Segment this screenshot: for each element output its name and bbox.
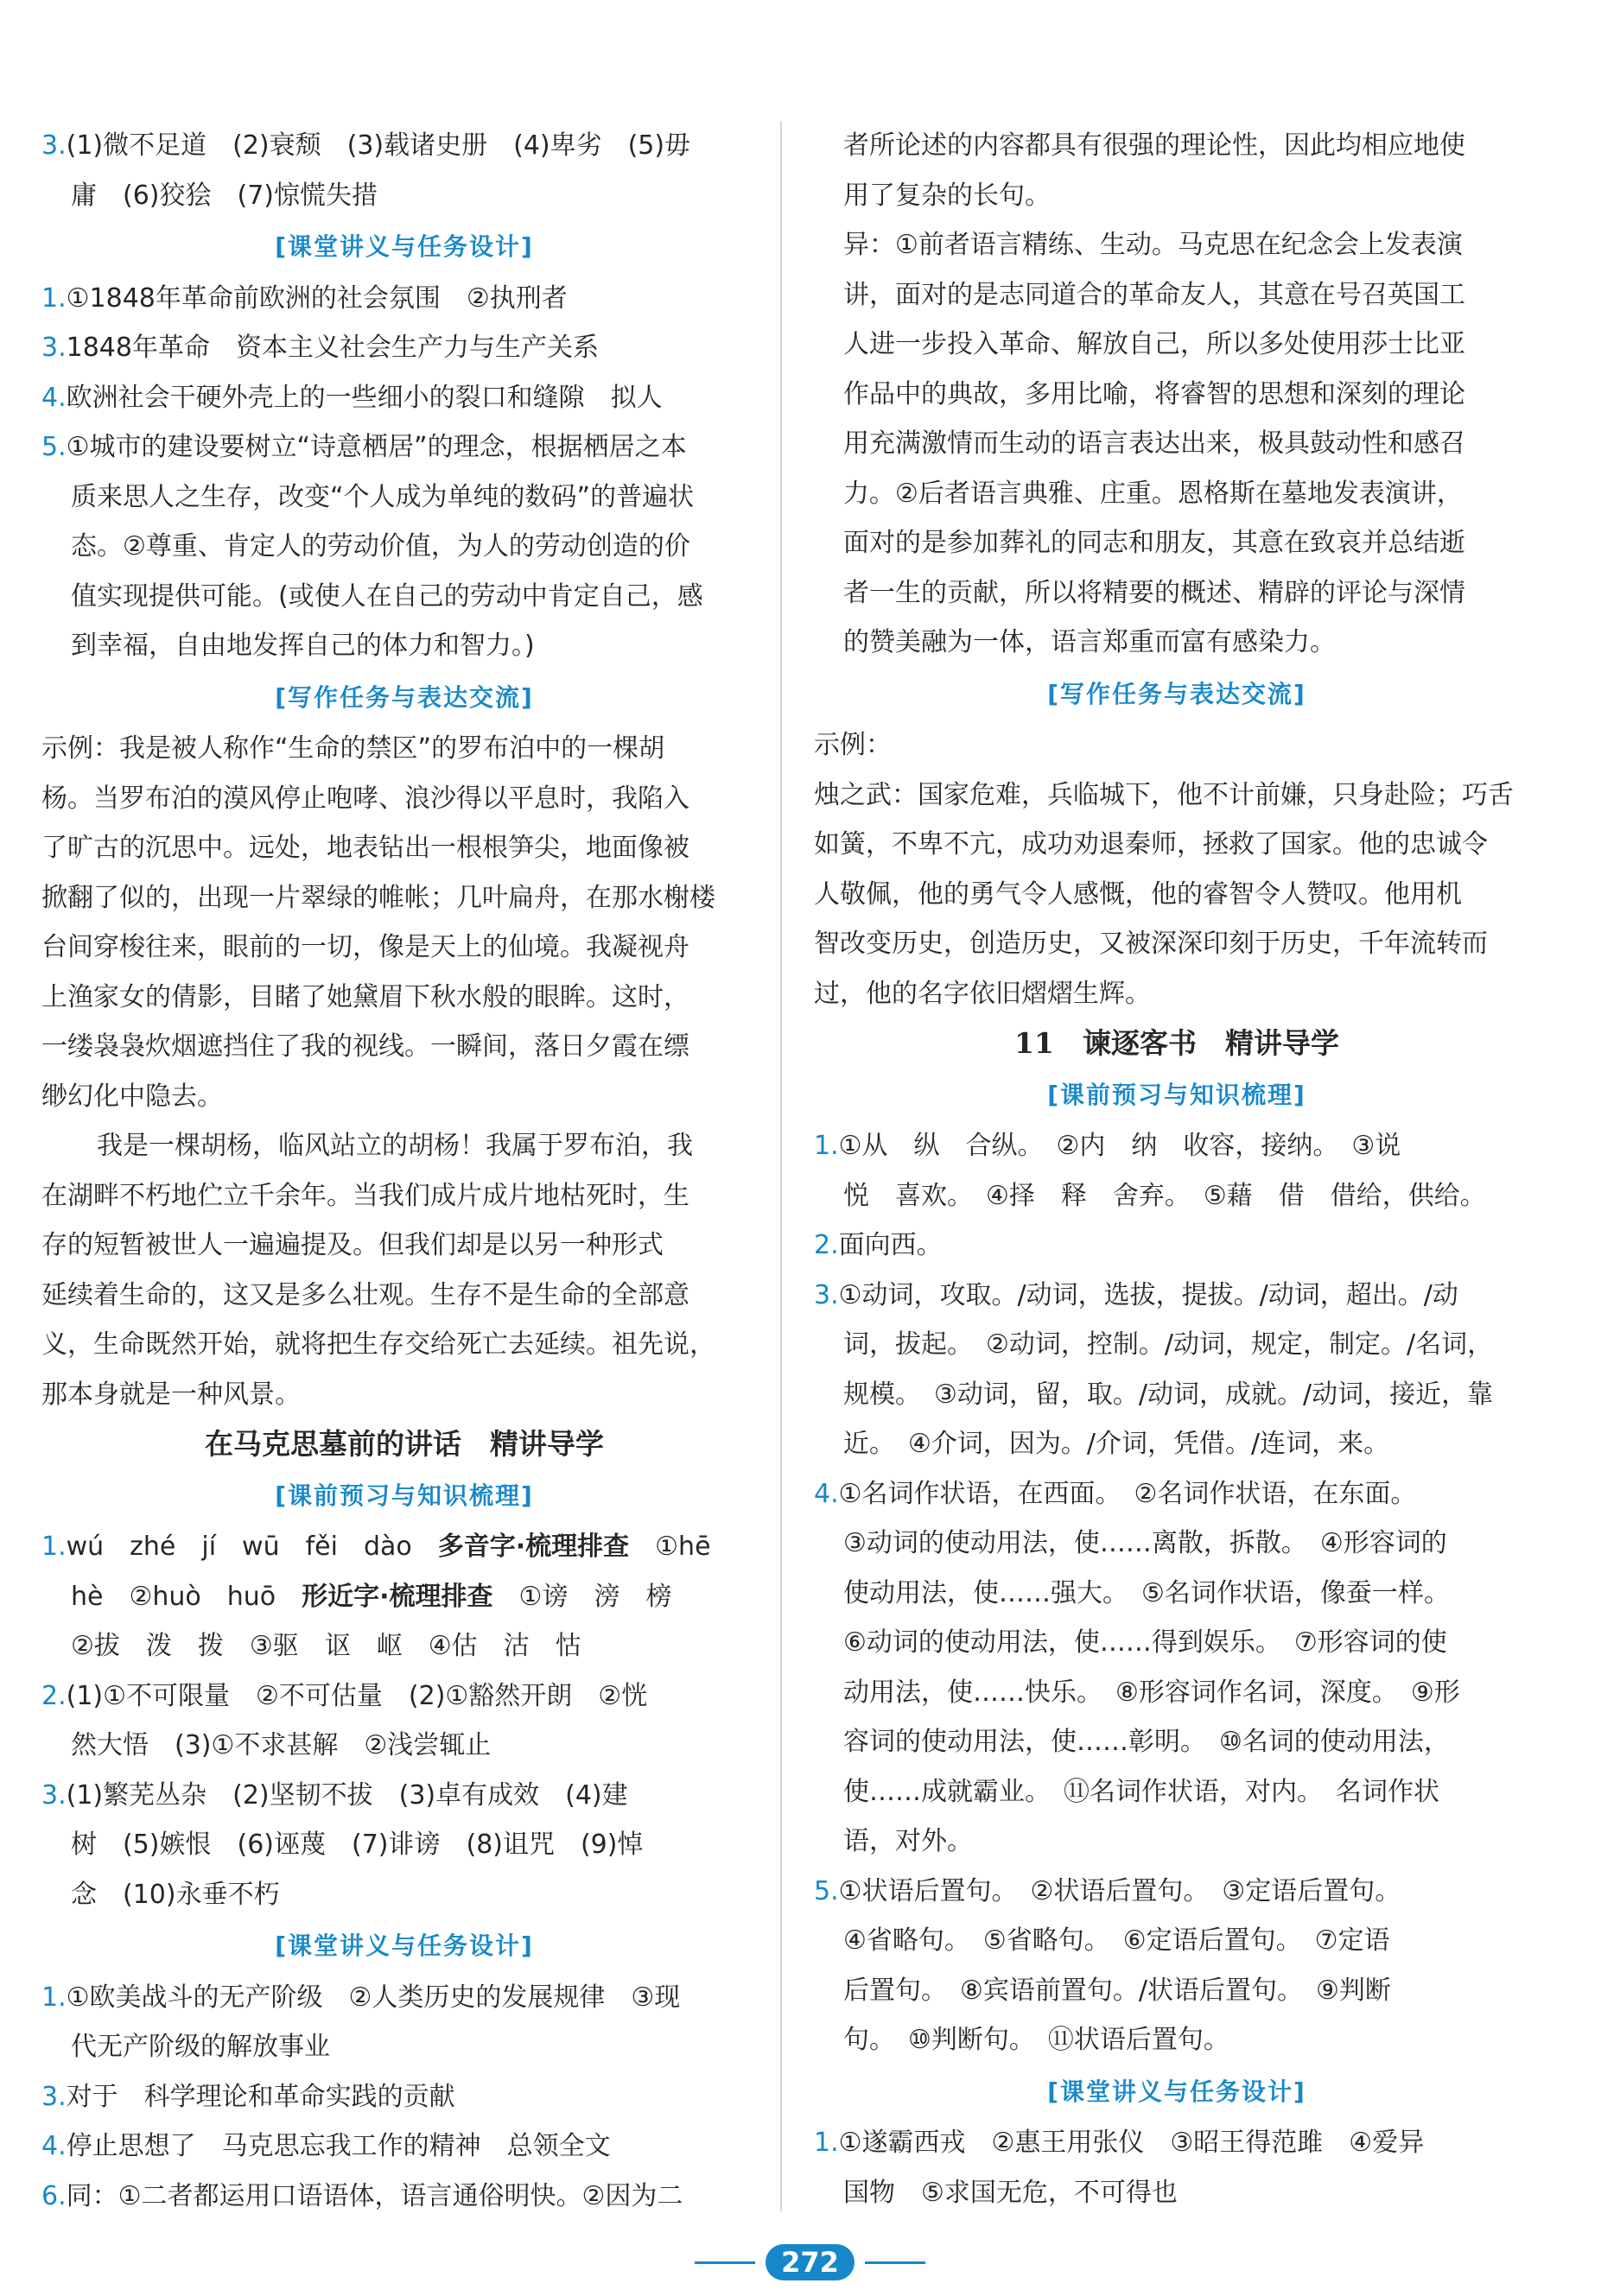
line-text: 树 (5)嫉恨 (6)诬蔑 (7)诽谤 (8)诅咒 (9)悼	[71, 1830, 644, 1860]
line-text: ①状语后置句。 ②状语后置句。 ③定语后置句。	[838, 1875, 1401, 1906]
line-text: 异：①前者语言精练、生动。马克思在纪念会上发表演	[843, 230, 1463, 260]
line-text: ⑥动词的使动用法，使……得到娱乐。 ⑦形容词的使	[843, 1627, 1447, 1658]
item-number: 1.	[41, 1532, 67, 1562]
text-line	[41, 1572, 767, 1622]
line-text: ①1848年革命前欧洲的社会氛围 ②执刑者	[66, 282, 568, 314]
text-line	[814, 1320, 1540, 1370]
line-text: 动用法，使……快乐。 ⑧形容词作名词，深度。 ⑨形	[843, 1677, 1460, 1708]
item-number: 3.	[41, 2081, 67, 2112]
line-text: 对于 科学理论和革命实践的贡献	[66, 2081, 455, 2112]
line-text: 用充满激情而生动的语言表达出来，极具鼓动性和感召	[843, 428, 1465, 459]
text-line	[41, 1221, 767, 1271]
answer-item	[41, 2072, 767, 2122]
line-text: 面向西。	[838, 1230, 943, 1260]
right-column	[814, 121, 1540, 2217]
text-line	[41, 724, 767, 774]
text-line	[814, 2168, 1540, 2218]
line-text: 示例：	[814, 730, 892, 760]
line-text: 语，对外。	[843, 1826, 973, 1856]
line-text: 句。 ⑩判断句。 ⑪状语后置句。	[843, 2025, 1229, 2055]
item-number: 1.	[41, 282, 67, 314]
item-number: 2.	[814, 1230, 839, 1260]
line-text: 存的短暂被世人一遍遍提及。但我们却是以另一种形式	[41, 1230, 664, 1260]
line-text: 示例：我是被人称作“生命的禁区”的罗布泊中的一棵胡	[41, 733, 665, 764]
text-line	[41, 774, 767, 824]
line-text: 义，生命既然开始，就将把生存交给死亡去延续。祖先说，	[41, 1329, 715, 1360]
page-number-rule-left	[695, 2261, 755, 2264]
text-line	[814, 919, 1540, 969]
text-line	[814, 820, 1540, 870]
text-line	[814, 568, 1540, 618]
line-text: 面对的是参加葬礼的同志和朋友，其意在致哀并总结逝	[843, 528, 1465, 558]
column-divider	[780, 121, 782, 2211]
answer-item	[814, 1121, 1540, 1171]
line-text: 规模。 ③动词，留，取。/动词，成就。/动词，接近，靠	[843, 1379, 1494, 1410]
text-line	[814, 1767, 1540, 1817]
page-number-bar	[0, 2244, 1620, 2296]
line-text: ①城市的建设要树立“诗意栖居”的理念，根据栖居之本	[66, 432, 687, 462]
section-heading-label: [课堂讲义与任务设计]	[275, 232, 534, 261]
line-text: 智改变历史，创造历史，又被深深印刻于历史，千年流转而	[814, 929, 1488, 959]
section-heading	[41, 1471, 767, 1521]
item-number: 4.	[41, 2131, 67, 2161]
line-text: 悦 喜欢。 ④择 释 舍弃。 ⑤藉 借 借给，供给。	[843, 1180, 1486, 1211]
text-line	[814, 469, 1540, 519]
text-line	[41, 1870, 767, 1920]
text-line	[814, 1717, 1540, 1767]
text-line	[814, 1519, 1540, 1569]
line-text: (1)①不可限量 ②不可估量 (2)①豁然开朗 ②恍	[66, 1680, 648, 1711]
line-text: 过，他的名字依旧熠熠生辉。	[814, 978, 1151, 1009]
text-line	[814, 370, 1540, 420]
text-line	[41, 572, 767, 622]
text-line	[814, 419, 1540, 469]
item-number: 5.	[814, 1875, 839, 1906]
line-text: 者所论述的内容都具有很强的理论性，因此均相应地使	[843, 130, 1465, 161]
line-text: ①动词，攻取。/动词，选拔，提拔。/动词，超出。/动	[838, 1279, 1458, 1310]
text-line	[814, 1618, 1540, 1668]
line-text: 庸 (6)狡狯 (7)惊慌失措	[71, 180, 378, 211]
line-text: 一缕袅袅炊烟遮挡住了我的视线。一瞬间，落日夕霞在缥	[41, 1031, 689, 1062]
section-heading-label: [写作任务与表达交流]	[275, 682, 534, 712]
line-text: 使动用法，使……强大。 ⑤名词作状语，像蚕一样。	[843, 1577, 1450, 1608]
text-line	[41, 1820, 767, 1870]
line-text: 停止思想了 马克思忘我工作的精神 总领全文	[66, 2131, 611, 2161]
answer-item	[41, 323, 767, 373]
answer-item	[41, 1973, 767, 2023]
line-text: 作品中的典故，多用比喻，将睿智的思想和深刻的理论	[843, 378, 1465, 409]
answer-item	[41, 121, 767, 171]
line-text: ①从 纵 合纵。 ②内 纳 收容，接纳。 ③说	[838, 1131, 1401, 1161]
item-number: 3.	[41, 130, 67, 161]
line-text: 然大悟 (3)①不求甚解 ②浅尝辄止	[71, 1730, 492, 1760]
line-text: 杨。当罗布泊的漠风停止咆哮、浪沙得以平息时，我陷入	[41, 783, 689, 814]
section-heading	[41, 222, 767, 272]
text-line	[814, 270, 1540, 320]
section-heading	[814, 1070, 1540, 1120]
line-text: 缈幻化中隐去。	[41, 1081, 223, 1112]
text-line	[814, 1916, 1540, 1966]
text-line	[41, 923, 767, 973]
text-line	[814, 1419, 1540, 1469]
section-heading	[41, 1921, 767, 1971]
item-number: 3.	[814, 1279, 839, 1310]
text-line	[814, 2015, 1540, 2065]
text-line	[41, 1271, 767, 1321]
text-line	[814, 121, 1540, 171]
line-text: hè ②huò huō	[71, 1581, 302, 1612]
text-line	[41, 621, 767, 671]
section-heading	[814, 2067, 1540, 2117]
text-line	[814, 1817, 1540, 1867]
text-line	[41, 522, 767, 572]
category-label: 形近字·梳理排查	[302, 1581, 493, 1612]
line-text: 用了复杂的长句。	[843, 180, 1051, 211]
text-line	[41, 1621, 767, 1671]
line-text: 态。②尊重、肯定人的劳动价值，为人的劳动创造的价	[71, 531, 690, 561]
line-text: wú zhé jí wū fěi dào	[66, 1532, 438, 1562]
line-text: 同：①二者都运用口语语体，语言通俗明快。②因为二	[66, 2180, 683, 2211]
line-text: 近。 ④介词，因为。/介词，凭借。/连词，来。	[843, 1429, 1390, 1459]
text-line	[41, 873, 767, 923]
text-line	[814, 771, 1540, 821]
text-line	[814, 220, 1540, 270]
section-heading-label: [写作任务与表达交流]	[1047, 679, 1306, 708]
answer-item	[41, 1671, 767, 1722]
text-line	[814, 1966, 1540, 2016]
left-column	[41, 121, 767, 2221]
answer-item	[41, 373, 767, 423]
text-line	[41, 1721, 767, 1771]
answer-item	[41, 422, 767, 473]
section-heading-label: [课堂讲义与任务设计]	[275, 1931, 534, 1960]
answer-item	[814, 2118, 1540, 2168]
text-line	[814, 171, 1540, 221]
line-text: 那本身就是一种风景。	[41, 1379, 301, 1410]
text-line	[41, 973, 767, 1023]
line-text: 念 (10)永垂不朽	[71, 1879, 280, 1910]
line-text: 国物 ⑤求国无危，不可得也	[843, 2177, 1178, 2208]
text-line	[41, 1171, 767, 1221]
line-text: 质来思人之生存，改变“个人成为单纯的数码”的普遍状	[71, 481, 695, 512]
text-line	[814, 618, 1540, 668]
answer-item	[41, 2122, 767, 2172]
line-text: ①欧美战斗的无产阶级 ②人类历史的发展规律 ③现	[66, 1982, 681, 2013]
page-number: 272	[766, 2244, 854, 2280]
line-text: 的赞美融为一体，语言郑重而富有感染力。	[843, 627, 1336, 657]
page-number-rule-right	[865, 2261, 925, 2264]
item-number: 4.	[814, 1478, 839, 1509]
item-number: 1.	[814, 2128, 839, 2158]
line-text: ④省略句。 ⑤省略句。 ⑥定语后置句。 ⑦定语	[843, 1925, 1390, 1956]
line-text: 人进一步投入革命、解放自己，所以多处使用莎士比亚	[843, 329, 1465, 359]
text-line	[814, 1171, 1540, 1221]
line-text: 人敬佩，他的勇气令人感慨，他的睿智令人赞叹。他用机	[814, 878, 1462, 910]
line-text: 台间穿梭往来，眼前的一切，像是天上的仙境。我凝视舟	[41, 932, 689, 962]
answer-item	[41, 274, 767, 324]
item-number: 5.	[41, 432, 67, 462]
lesson-title: 11 谏逐客书 精讲导学	[1014, 1026, 1339, 1060]
line-text: 代无产阶级的解放事业	[71, 2032, 330, 2062]
line-text: ①名词作状语，在西面。 ②名词作状语，在东面。	[838, 1478, 1417, 1509]
line-text: 词，拔起。 ②动词，控制。/动词，规定，制定。/名词，	[843, 1329, 1494, 1360]
line-text: 到幸福，自由地发挥自己的体力和智力。)	[71, 631, 535, 661]
section-heading	[814, 669, 1540, 720]
item-number: 2.	[41, 1680, 67, 1711]
line-text: 1848年革命 资本主义社会生产力与生产关系	[66, 333, 599, 363]
line-text: 我是一棵胡杨，临风站立的胡杨！我属于罗布泊，我	[97, 1131, 693, 1161]
category-label: 多音字·梳理排查	[437, 1532, 630, 1562]
line-text: 延续着生命的，这又是多么壮观。生存不是生命的全部意	[41, 1279, 689, 1310]
line-text: 力。②后者语言典雅、庄重。恩格斯在墓地发表演讲，	[843, 478, 1463, 509]
section-heading-label: [课堂讲义与任务设计]	[1047, 2077, 1306, 2106]
text-line	[41, 1320, 767, 1370]
text-line	[41, 2022, 767, 2072]
item-number: 6.	[41, 2180, 67, 2211]
item-number: 1.	[814, 1131, 839, 1161]
lesson-title: 在马克思墓前的讲话 精讲导学	[205, 1427, 604, 1461]
line-text: 如簧，不卑不亢，成功劝退秦师，拯救了国家。他的忠诚令	[814, 829, 1488, 859]
line-text-cont: ①谤 滂 榜	[492, 1581, 672, 1612]
line-text: 使……成就霸业。 ⑪名词作状语，对内。 名词作状	[843, 1776, 1439, 1807]
text-line	[41, 171, 767, 221]
text-line	[814, 518, 1540, 568]
line-text-cont: ①hē	[629, 1532, 711, 1562]
line-text: 值实现提供可能。(或使人在自己的劳动中肯定自己，感	[71, 580, 703, 612]
text-line	[814, 1370, 1540, 1420]
answer-item	[41, 1522, 767, 1572]
section-heading-label: [课前预习与知识梳理]	[1047, 1080, 1306, 1109]
line-text: 上渔家女的倩影，目睹了她黛眉下秋水般的眼眸。这时，	[41, 981, 689, 1012]
line-text: ③动词的使动用法，使……离散，拆散。 ④形容词的	[843, 1528, 1447, 1558]
text-line	[41, 1072, 767, 1122]
text-line	[814, 870, 1540, 920]
text-line	[41, 1370, 767, 1420]
text-line	[41, 473, 767, 523]
line-text: 欧洲社会干硬外壳上的一些细小的裂口和缝隙 拟人	[66, 382, 663, 413]
answer-item	[41, 2172, 767, 2222]
line-text: (1)繁芜丛杂 (2)坚韧不拔 (3)卓有成效 (4)建	[66, 1779, 628, 1811]
section-heading	[41, 673, 767, 723]
line-text: 者一生的贡献，所以将精要的概述、精辟的评论与深情	[843, 577, 1465, 608]
answer-item	[814, 1271, 1540, 1321]
line-text: 掀翻了似的，出现一片翠绿的帷帐；几叶扁舟，在那水榭楼	[41, 882, 715, 913]
line-text: ②拔 泼 拨 ③驱 讴 岖 ④估 沽 怙	[71, 1631, 581, 1661]
text-line	[41, 823, 767, 873]
section-heading-label: [课前预习与知识梳理]	[275, 1481, 534, 1510]
item-number: 3.	[41, 333, 67, 363]
text-line	[814, 969, 1540, 1019]
item-number: 3.	[41, 1779, 67, 1811]
answer-item	[814, 1221, 1540, 1271]
text-line	[814, 720, 1540, 771]
text-line	[41, 1022, 767, 1072]
line-text: 了旷古的沉思中。远处，地表钻出一根根笋尖，地面像被	[41, 833, 689, 863]
text-line	[814, 1569, 1540, 1619]
answer-item	[41, 1771, 767, 1821]
line-text: 讲，面对的是志同道合的革命友人，其意在号召英国工	[843, 279, 1465, 310]
line-text: (1)微不足道 (2)衰颓 (3)载诸史册 (4)卑劣 (5)毋	[66, 130, 691, 161]
line-text: 在湖畔不朽地伫立千余年。当我们成片成片地枯死时，生	[41, 1180, 689, 1211]
item-number: 4.	[41, 382, 67, 413]
line-text: 烛之武：国家危难，兵临城下，他不计前嫌，只身赴险；巧舌	[814, 779, 1514, 810]
line-text: ①遂霸西戎 ②惠王用张仪 ③昭王得范雎 ④爱异	[838, 2128, 1425, 2158]
line-text: 后置句。 ⑧宾语前置句。/状语后置句。 ⑨判断	[843, 1975, 1391, 2006]
answer-item	[814, 1469, 1540, 1519]
line-text: 容词的使动用法，使……彰明。 ⑩名词的使动用法，	[843, 1727, 1450, 1757]
text-line	[814, 1668, 1540, 1718]
item-number: 1.	[41, 1982, 67, 2013]
text-line	[41, 1121, 767, 1171]
text-line	[814, 320, 1540, 370]
answer-item	[814, 1867, 1540, 1917]
